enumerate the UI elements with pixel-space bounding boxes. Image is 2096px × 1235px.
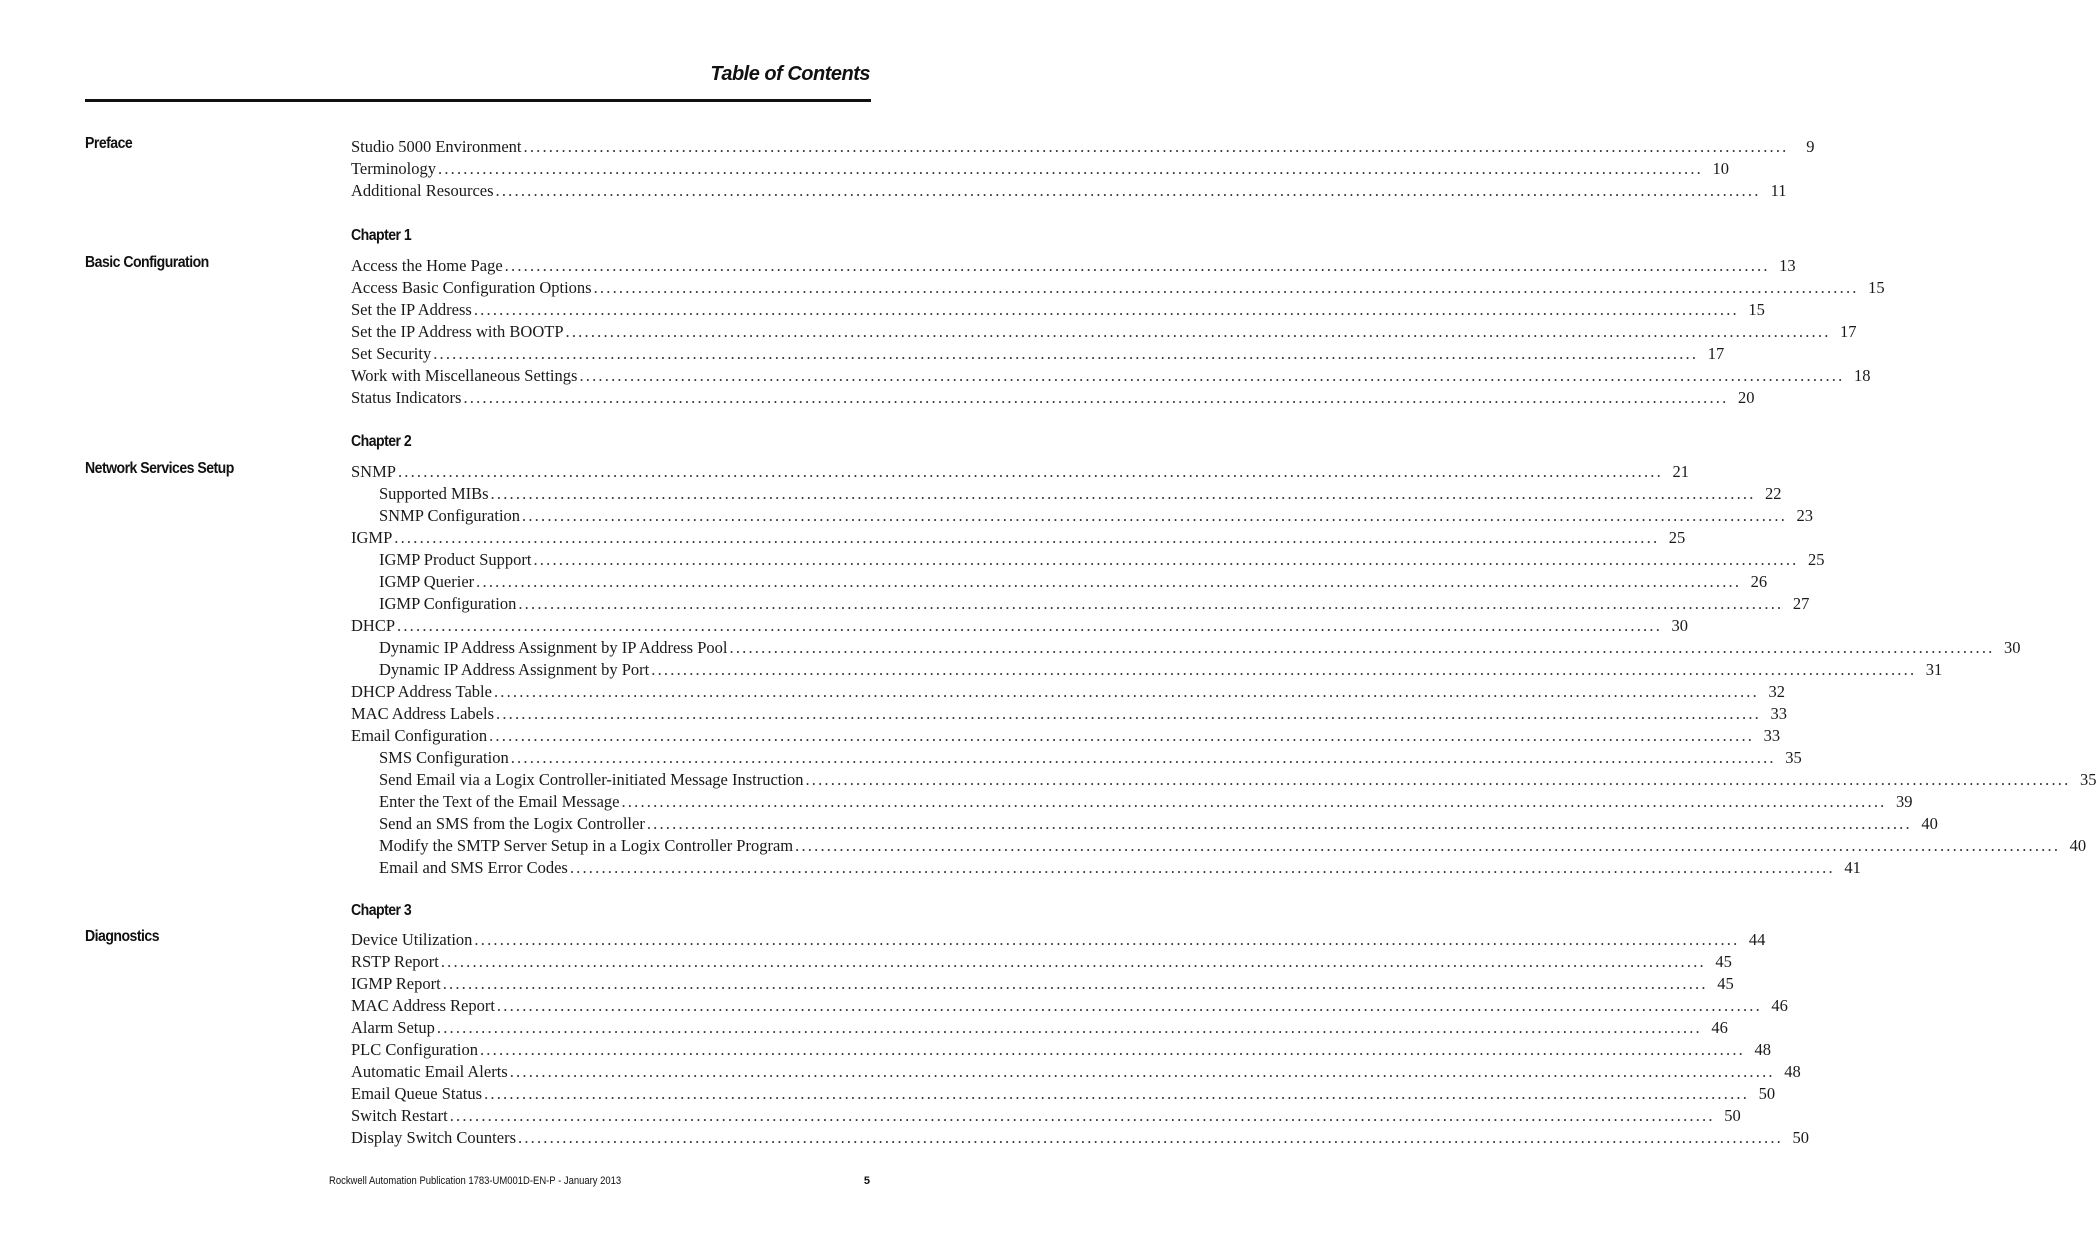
toc-entry-title: Email Queue Status [351, 1084, 483, 1103]
toc-entry-page: 10 [1712, 159, 1729, 178]
toc-entry[interactable] [351, 299, 1765, 321]
toc-entry-title: IGMP Querier [379, 572, 475, 591]
toc-entry[interactable] [351, 747, 1802, 769]
toc-entry[interactable] [351, 681, 1785, 703]
toc-entry[interactable] [351, 1127, 1809, 1149]
toc-entry-page: 33 [1763, 726, 1781, 745]
toc-entry[interactable] [351, 255, 1796, 277]
dot-leader: ........................................................................................................................................................................................................ [646, 814, 1912, 833]
toc-entry[interactable] [351, 158, 1729, 180]
toc-entry[interactable] [351, 703, 1787, 725]
toc-entry-title: Display Switch Counters [351, 1128, 516, 1147]
toc-entry[interactable] [351, 659, 1943, 681]
toc-entry-title: SNMP [351, 462, 396, 481]
toc-entry-page: 32 [1768, 682, 1785, 701]
toc-entry-title: Send Email via a Logix Controller-initiated Message Instruction [379, 770, 804, 789]
toc-entry[interactable] [351, 813, 1938, 835]
dot-leader: ........................................................................................................................................................................................................ [484, 1084, 1750, 1103]
toc-entry-page: 40 [1921, 814, 1938, 833]
dot-leader: ........................................................................................................................................................................................................ [518, 1128, 1783, 1147]
dot-leader: ........................................................................................................................................................................................................ [510, 748, 1776, 767]
toc-entry[interactable] [351, 321, 1857, 343]
toc-entry-page: 27 [1792, 594, 1810, 613]
toc-entry-title: Dynamic IP Address Assignment by Port [379, 660, 650, 679]
toc-entry-title: Access the Home Page [351, 256, 503, 275]
toc-entry-page: 9 [1806, 137, 1815, 156]
dot-leader: ........................................................................................................................................................................................................ [518, 594, 1784, 613]
toc-entry-page: 30 [1671, 616, 1689, 635]
toc-list-basic-configuration [351, 255, 1885, 409]
toc-entry[interactable] [351, 769, 2096, 791]
dot-leader: ........................................................................................................................................................................................................ [397, 462, 1663, 481]
toc-entry[interactable] [351, 505, 1814, 527]
toc-entry[interactable] [351, 637, 2021, 659]
section-title-basic-configuration: Basic Configuration [85, 254, 209, 271]
toc-entry-title: Enter the Text of the Email Message [379, 792, 620, 811]
toc-entry-page: 15 [1748, 300, 1765, 319]
dot-leader: ........................................................................................................................................................................................................ [479, 1040, 1745, 1059]
dot-leader: ........................................................................................................................................................................................................ [397, 616, 1663, 635]
dot-leader: ........................................................................................................................................................................................................ [523, 137, 1789, 156]
toc-entry[interactable] [351, 615, 1689, 637]
toc-entry-page: 50 [1724, 1106, 1741, 1125]
dot-leader: ........................................................................................................................................................................................................ [504, 256, 1770, 275]
toc-entry[interactable] [351, 483, 1782, 505]
toc-entry-title: RSTP Report [351, 952, 439, 971]
toc-entry[interactable] [351, 835, 2087, 857]
dot-leader: ........................................................................................................................................................................................................ [433, 344, 1699, 363]
toc-entry-title: DHCP Address Table [351, 682, 492, 701]
dot-leader: ........................................................................................................................................................................................................ [805, 770, 2071, 789]
toc-entry[interactable] [351, 593, 1810, 615]
dot-leader: ........................................................................................................................................................................................................ [474, 930, 1740, 949]
toc-entry-title: DHCP [351, 616, 396, 635]
toc-entry-page: 40 [2069, 836, 2087, 855]
toc-entry[interactable] [351, 365, 1871, 387]
dot-leader: ........................................................................................................................................................................................................ [593, 278, 1859, 297]
dot-leader: ........................................................................................................................................................................................................ [496, 996, 1762, 1015]
footer-page-number: 5 [863, 1175, 870, 1187]
section-title-preface: Preface [85, 135, 133, 152]
toc-entry-title: MAC Address Labels [351, 704, 494, 723]
toc-entry-page: 45 [1715, 952, 1732, 971]
toc-entry-title: SMS Configuration [379, 748, 509, 767]
dot-leader: ........................................................................................................................................................................................................ [463, 388, 1729, 407]
toc-entry-page: 26 [1750, 572, 1768, 591]
toc-entry-page: 21 [1672, 462, 1689, 481]
toc-entry-page: 25 [1668, 528, 1686, 547]
chapter-label-3: Chapter 3 [351, 902, 412, 919]
dot-leader: ........................................................................................................................................................................................................ [729, 638, 1995, 657]
toc-entry-page: 48 [1784, 1062, 1801, 1081]
dot-leader: ........................................................................................................................................................................................................ [449, 1106, 1715, 1125]
dot-leader: ........................................................................................................................................................................................................ [440, 952, 1706, 971]
toc-entry-title: Email Configuration [351, 726, 488, 745]
toc-entry[interactable] [351, 549, 1825, 571]
toc-entry-title: Set the IP Address [351, 300, 472, 319]
toc-entry-title: IGMP Configuration [379, 594, 517, 613]
toc-entry-title: IGMP Product Support [379, 550, 532, 569]
toc-entry-title: Email and SMS Error Codes [379, 858, 568, 877]
toc-entry-title: Switch Restart [351, 1106, 448, 1125]
toc-entry-title: PLC Configuration [351, 1040, 478, 1059]
toc-entry[interactable] [351, 527, 1686, 549]
toc-entry-title: Set the IP Address with BOOTP [351, 322, 564, 341]
toc-entry-page: 18 [1853, 366, 1871, 385]
dot-leader: ........................................................................................................................................................................................................ [394, 528, 1660, 547]
section-title-network-services-setup: Network Services Setup [85, 460, 234, 477]
dot-leader: ........................................................................................................................................................................................................ [579, 366, 1845, 385]
dot-leader: ........................................................................................................................................................................................................ [442, 974, 1708, 993]
toc-entry[interactable] [351, 1105, 1741, 1127]
toc-entry-page: 46 [1771, 996, 1788, 1015]
toc-entry-page: 11 [1770, 181, 1787, 200]
toc-entry[interactable] [351, 951, 1732, 973]
toc-entry-title: Send an SMS from the Logix Controller [379, 814, 645, 833]
toc-entry[interactable] [351, 136, 1815, 158]
toc-list-network-services-setup [351, 461, 2096, 879]
toc-entry-title: Modify the SMTP Server Setup in a Logix Controller Program [379, 836, 794, 855]
toc-entry-title: Studio 5000 Environment [351, 137, 522, 156]
page-title: Table of Contents [710, 63, 870, 85]
toc-entry-page: 48 [1754, 1040, 1771, 1059]
toc-entry-title: Dynamic IP Address Assignment by IP Address Pool [379, 638, 728, 657]
toc-entry-page: 35 [1785, 748, 1802, 767]
section-title-diagnostics: Diagnostics [85, 928, 160, 945]
toc-entry-title: MAC Address Report [351, 996, 495, 1015]
toc-entry-title: SNMP Configuration [379, 506, 521, 525]
dot-leader: ........................................................................................................................................................................................................ [509, 1062, 1775, 1081]
toc-entry-title: Supported MIBs [379, 484, 489, 503]
dot-leader: ........................................................................................................................................................................................................ [493, 682, 1759, 701]
toc-entry[interactable] [351, 973, 1734, 995]
toc-entry-page: 50 [1792, 1128, 1809, 1147]
toc-entry[interactable] [351, 571, 1768, 593]
toc-entry[interactable] [351, 180, 1787, 202]
toc-entry[interactable] [351, 857, 1861, 879]
dot-leader: ........................................................................................................................................................................................................ [489, 726, 1755, 745]
dot-leader: ........................................................................................................................................................................................................ [795, 836, 2061, 855]
toc-entry-page: 13 [1779, 256, 1796, 275]
dot-leader: ........................................................................................................................................................................................................ [621, 792, 1887, 811]
toc-entry-page: 23 [1796, 506, 1814, 525]
toc-entry-page: 35 [2079, 770, 2096, 789]
toc-entry-page: 22 [1765, 484, 1782, 503]
toc-entry-page: 46 [1711, 1018, 1728, 1037]
dot-leader: ........................................................................................................................................................................................................ [438, 159, 1703, 178]
dot-leader: ........................................................................................................................................................................................................ [490, 484, 1756, 503]
dot-leader: ........................................................................................................................................................................................................ [651, 660, 1917, 679]
toc-entry-title: Alarm Setup [351, 1018, 435, 1037]
toc-entry-title: Set Security [351, 344, 432, 363]
toc-entry-page: 50 [1758, 1084, 1776, 1103]
toc-entry-page: 33 [1770, 704, 1787, 723]
toc-entry[interactable] [351, 929, 1766, 951]
toc-entry[interactable] [351, 1039, 1771, 1061]
toc-entry-page: 17 [1707, 344, 1725, 363]
toc-entry-title: Access Basic Configuration Options [351, 278, 592, 297]
toc-entry-title: IGMP [351, 528, 393, 547]
toc-entry-page: 20 [1737, 388, 1755, 407]
toc-entry-page: 15 [1868, 278, 1885, 297]
toc-entry-page: 31 [1925, 660, 1943, 679]
toc-entry-title: Additional Resources [351, 181, 494, 200]
dot-leader: ........................................................................................................................................................................................................ [436, 1018, 1702, 1037]
dot-leader: ........................................................................................................................................................................................................ [533, 550, 1799, 569]
dot-leader: ........................................................................................................................................................................................................ [495, 181, 1761, 200]
toc-entry[interactable] [351, 387, 1755, 409]
toc-entry[interactable] [351, 1061, 1801, 1083]
toc-entry-page: 39 [1895, 792, 1913, 811]
toc-entry-page: 41 [1844, 858, 1861, 877]
chapter-label-2: Chapter 2 [351, 433, 412, 450]
toc-entry[interactable] [351, 725, 1781, 747]
dot-leader: ........................................................................................................................................................................................................ [496, 704, 1761, 723]
toc-entry-title: Device Utilization [351, 930, 473, 949]
toc-entry[interactable] [351, 1017, 1728, 1039]
toc-entry-page: 17 [1840, 322, 1857, 341]
toc-entry[interactable] [351, 461, 1689, 483]
toc-entry[interactable] [351, 995, 1788, 1017]
toc-entry-page: 25 [1807, 550, 1825, 569]
toc-entry[interactable] [351, 1083, 1776, 1105]
footer-publication: Rockwell Automation Publication 1783-UM001D-EN-P - January 2013 [329, 1175, 622, 1187]
toc-entry[interactable] [351, 343, 1725, 365]
dot-leader: ........................................................................................................................................................................................................ [473, 300, 1739, 319]
header-rule [85, 99, 871, 102]
toc-list-diagnostics [351, 929, 1809, 1149]
toc-list-preface [351, 136, 1815, 202]
toc-entry-page: 30 [2004, 638, 2021, 657]
toc-entry-page: 45 [1717, 974, 1734, 993]
dot-leader: ........................................................................................................................................................................................................ [476, 572, 1742, 591]
toc-entry[interactable] [351, 277, 1885, 299]
toc-entry[interactable] [351, 791, 1913, 813]
dot-leader: ........................................................................................................................................................................................................ [565, 322, 1831, 341]
dot-leader: ........................................................................................................................................................................................................ [569, 858, 1835, 877]
toc-entry-title: Work with Miscellaneous Settings [351, 366, 578, 385]
toc-entry-title: IGMP Report [351, 974, 441, 993]
dot-leader: ........................................................................................................................................................................................................ [522, 506, 1788, 525]
toc-entry-page: 44 [1748, 930, 1766, 949]
chapter-label-1: Chapter 1 [351, 227, 412, 244]
toc-entry-title: Status Indicators [351, 388, 462, 407]
toc-entry-title: Terminology [351, 159, 436, 178]
toc-entry-title: Automatic Email Alerts [351, 1062, 508, 1081]
